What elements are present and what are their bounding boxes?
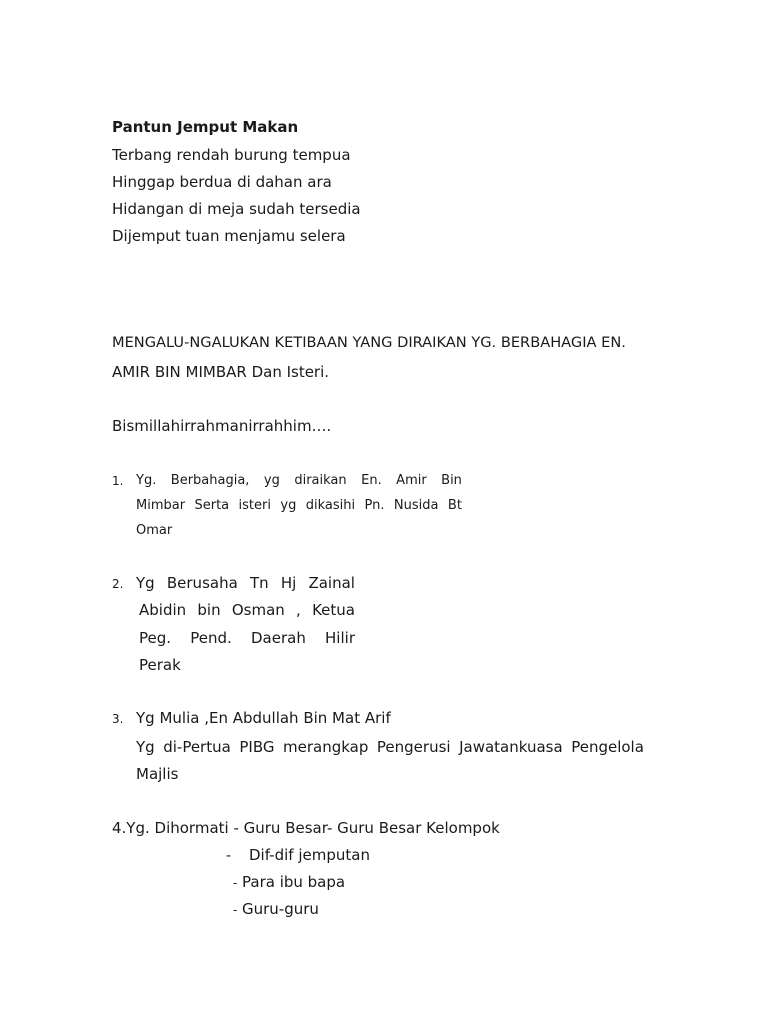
word: Serta — [194, 498, 230, 513]
word: Hilir — [325, 629, 355, 647]
welcome-line: AMIR BIN MIMBAR Dan Isteri. — [112, 363, 330, 381]
sub-item-dash: - — [226, 848, 232, 864]
word: Jawatankuasa — [459, 738, 563, 756]
item-line — [136, 472, 462, 490]
item-line: Omar — [136, 523, 173, 538]
word: Amir — [396, 473, 427, 488]
item-number: 3. — [112, 712, 124, 726]
word: Nusida — [393, 498, 439, 513]
word: Yg — [136, 574, 155, 592]
sub-item-text: Guru-guru — [242, 900, 319, 918]
word: Pn. — [364, 498, 385, 513]
word: , — [296, 601, 301, 619]
word: bin — [197, 601, 221, 619]
word: Pengelola — [571, 738, 644, 756]
item-line — [136, 737, 644, 757]
word: Yg. — [136, 473, 157, 488]
word: Berusaha — [166, 574, 238, 592]
word: Osman — [231, 601, 285, 619]
word: Bt — [447, 498, 462, 513]
word: Ketua — [312, 601, 355, 619]
pantun-line: Terbang rendah burung tempua — [112, 146, 351, 164]
word: Daerah — [250, 629, 306, 647]
pantun-line: Dijemput tuan menjamu selera — [112, 227, 346, 245]
sub-item-text: Dif-dif jemputan — [249, 846, 370, 864]
pantun-line: Hidangan di meja sudah tersedia — [112, 200, 361, 218]
word: Tn — [249, 574, 269, 592]
item-line — [136, 573, 355, 593]
word: Pengerusi — [376, 738, 451, 756]
item-line — [136, 497, 462, 515]
word: Mimbar — [136, 498, 186, 513]
sub-item-dash: - — [233, 903, 238, 917]
word: PIBG — [239, 738, 275, 756]
word: di-Pertua — [163, 738, 231, 756]
word: Abidin — [139, 601, 187, 619]
word: isteri — [238, 498, 271, 513]
word: Berbahagia, — [170, 473, 250, 488]
item-line: Majlis — [136, 765, 179, 783]
sub-item-dash: - — [233, 876, 238, 890]
word: Zainal — [308, 574, 355, 592]
word: dikasihi — [305, 498, 356, 513]
word: Pend. — [190, 629, 232, 647]
pantun-title: Pantun Jemput Makan — [112, 118, 299, 136]
word: Yg — [136, 738, 155, 756]
word: merangkap — [283, 738, 369, 756]
item-number: 2. — [112, 577, 124, 591]
word: yg — [280, 498, 297, 513]
item-line — [139, 600, 355, 620]
word: yg — [263, 473, 280, 488]
word: En. — [361, 473, 382, 488]
item-line — [139, 628, 355, 648]
word: Bin — [441, 473, 462, 488]
word: Peg. — [139, 629, 172, 647]
word: diraikan — [294, 473, 347, 488]
sub-item-text: Para ibu bapa — [242, 873, 346, 891]
opening-text: Bismillahirrahmanirrahhim…. — [112, 417, 332, 435]
pantun-line: Hinggap berdua di dahan ara — [112, 173, 332, 191]
item-line: Yg Mulia ,En Abdullah Bin Mat Arif — [136, 709, 391, 727]
word: Hj — [280, 574, 297, 592]
item-number: 1. — [112, 474, 124, 488]
welcome-line: MENGALU-NGALUKAN KETIBAAN YANG DIRAIKAN YG. BERBAHAGIA EN. — [112, 334, 626, 351]
item-4-line: 4.Yg. Dihormati - Guru Besar- Guru Besar Kelompok — [112, 819, 500, 837]
item-line: Perak — [139, 656, 181, 674]
